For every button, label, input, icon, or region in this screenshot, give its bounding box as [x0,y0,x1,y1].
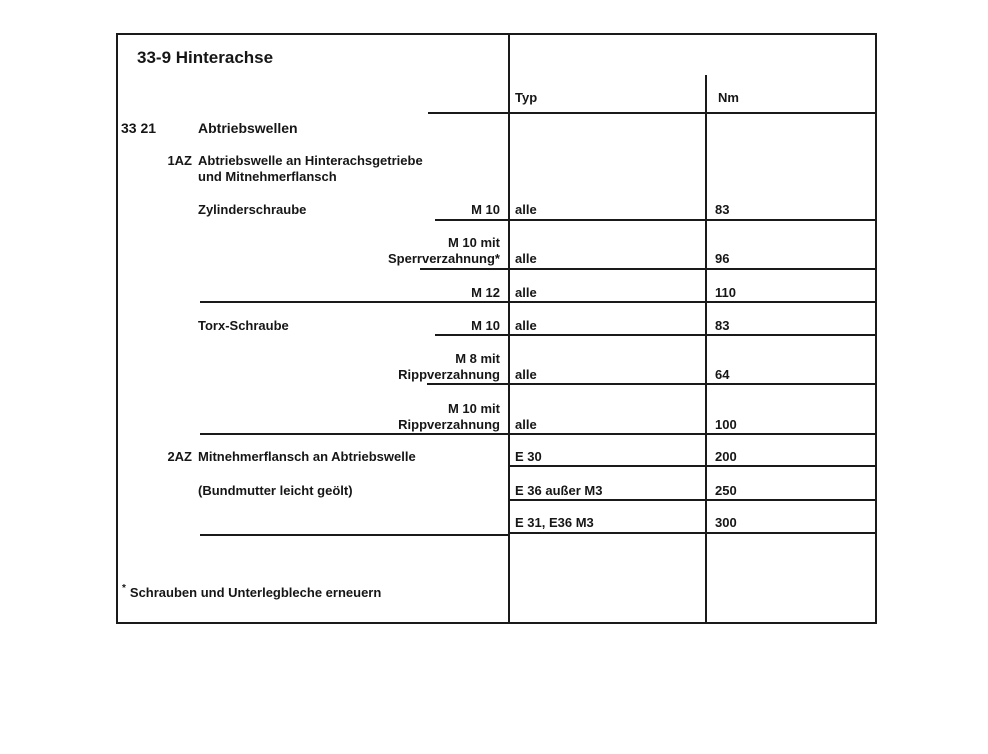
row-rule [435,334,508,336]
column-header-nm: Nm [718,90,739,105]
column-header-typ: Typ [515,90,538,105]
row-rule [427,383,508,385]
group-code: 1AZ [167,153,192,168]
row-rule [200,534,508,536]
entry-part: Torx-Schraube [198,318,289,333]
row-rule [435,219,508,221]
entry-typ: E 30 [515,449,542,464]
row-rule [705,334,875,336]
group-name: Mitnehmerflansch an Abtriebswelle [198,449,416,464]
entry-nm: 200 [715,449,737,464]
entry-nm: 64 [715,367,730,382]
entry-spec-line2: Rippverzahnung [398,417,500,432]
row-rule [508,433,707,435]
row-rule [705,219,875,221]
group-name-line2: und Mitnehmerflansch [198,169,337,184]
row-rule [705,433,875,435]
row-rule [508,383,707,385]
row-rule [508,334,707,336]
row-rule [705,301,875,303]
entry-spec-line1: M 10 mit [447,235,500,250]
torque-spec-table [116,33,877,624]
section-title: Abtriebswellen [198,120,298,136]
row-rule [200,433,508,435]
page-title: 33-9 Hinterachse [137,48,274,67]
row-rule [508,499,707,501]
entry-part: Zylinderschraube [198,202,307,217]
entry-typ: E 36 außer M3 [515,483,603,498]
divider-typ-nm [705,75,707,622]
row-rule [705,499,875,501]
row-rule [705,532,875,534]
footnote [122,581,381,601]
entry-nm: 83 [715,202,730,217]
entry-typ: alle [515,318,537,333]
group-name-line1: Abtriebswelle an Hinterachsgetriebe [198,153,423,168]
footnote-text: Schrauben und Unterlegbleche erneuern [129,585,382,600]
entry-typ: alle [515,417,537,432]
group-note: (Bundmutter leicht geölt) [198,483,353,498]
entry-nm: 100 [715,417,737,432]
row-rule [508,465,707,467]
entry-spec-line2: Sperrverzahnung* [388,251,500,266]
row-rule [508,532,707,534]
entry-spec-line1: M 8 mit [455,351,500,366]
row-rule [508,219,707,221]
group-code: 2AZ [167,449,192,464]
entry-spec: M 10 [471,318,500,333]
row-rule [508,301,707,303]
footnote-marker: * [122,583,126,594]
entry-typ: alle [515,285,537,300]
entry-nm: 250 [715,483,737,498]
row-rule [705,268,875,270]
entry-spec-line1: M 10 mit [447,401,500,416]
entry-spec: M 10 [471,202,500,217]
row-rule [420,268,508,270]
entry-typ: alle [515,367,537,382]
entry-spec: M 12 [471,285,500,300]
entry-spec-line2: Rippverzahnung [398,367,500,382]
entry-typ: alle [515,202,537,217]
entry-typ: alle [515,251,537,266]
row-rule [705,465,875,467]
entry-nm: 83 [715,318,730,333]
entry-nm: 96 [715,251,730,266]
row-rule [705,383,875,385]
entry-typ: E 31, E36 M3 [515,515,594,530]
header-rule [428,112,875,114]
row-rule [508,268,707,270]
entry-nm: 110 [715,285,736,300]
entry-nm: 300 [715,515,737,530]
row-rule [200,301,508,303]
section-code: 33 21 [121,120,157,136]
